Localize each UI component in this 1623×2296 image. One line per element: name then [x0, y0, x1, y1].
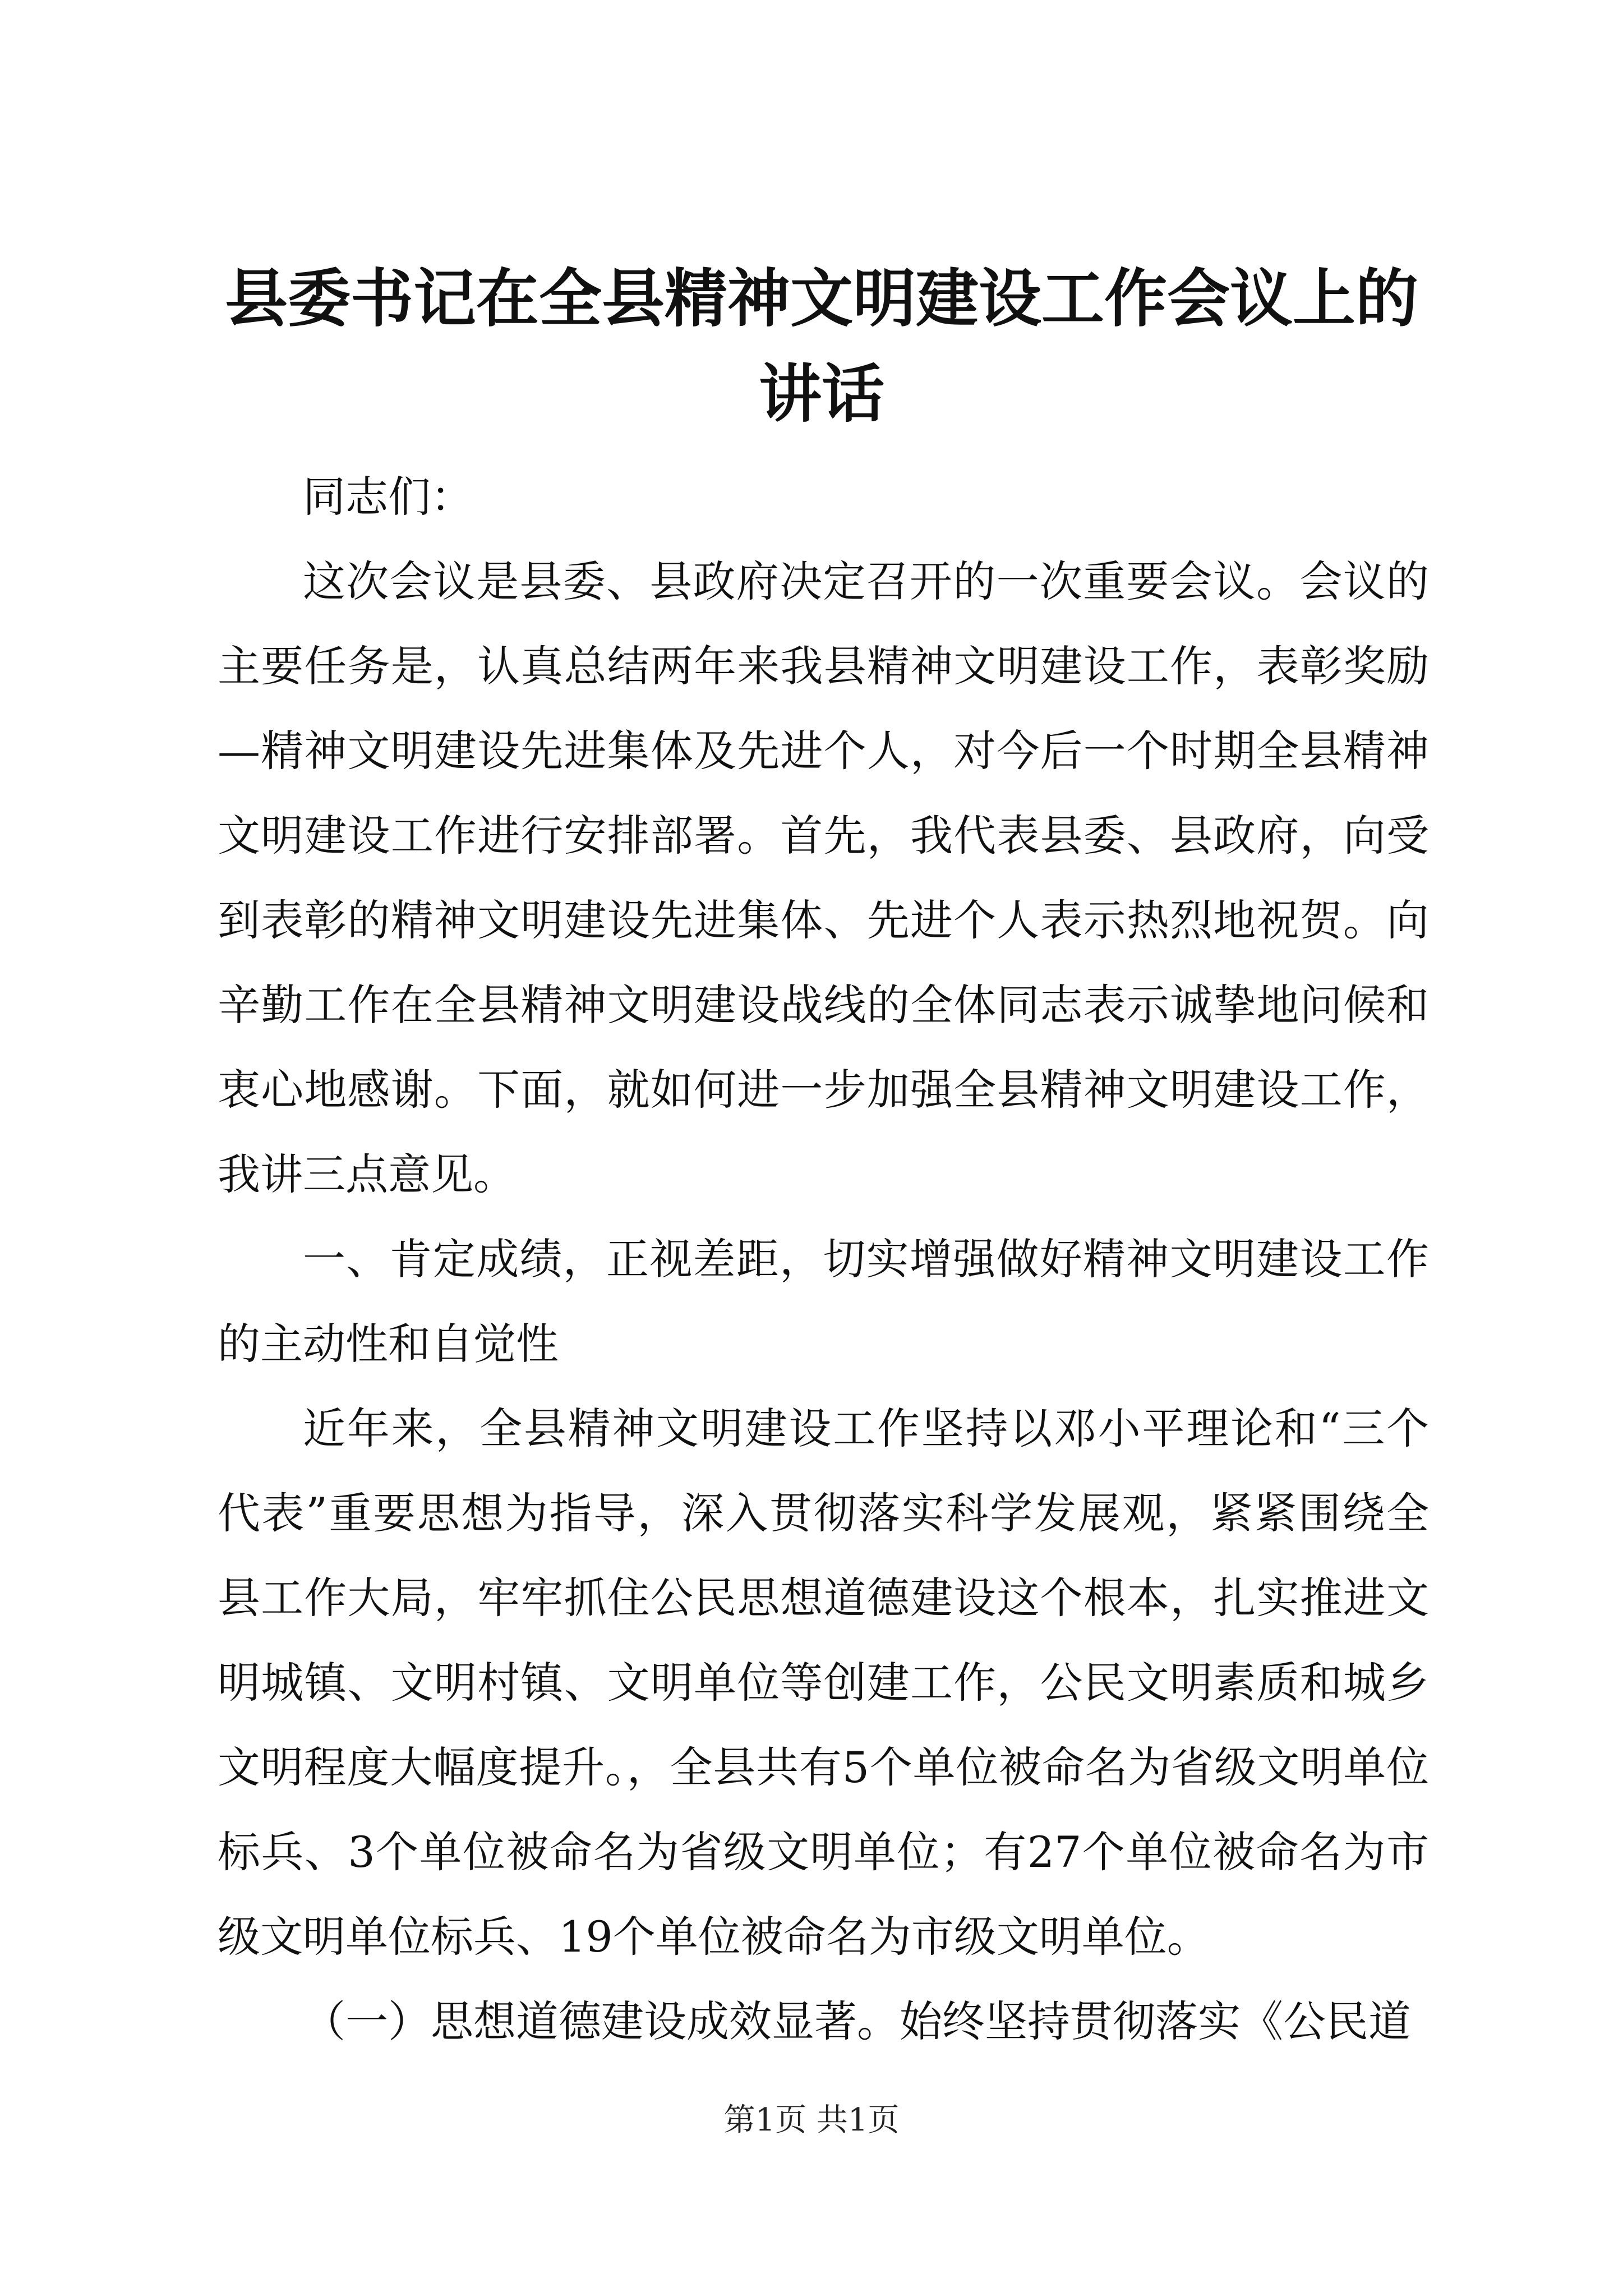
body-paragraph-achievements: 近年来，全县精神文明建设工作坚持以邓小平理论和“三个代表”重要思想为指导，深入贯彻落实科学发展观，紧紧围绕全县工作大局，牢牢抓住公民思想道德建设这个根本，扎实推进文明城镇、文明村镇、文明单位等创建工作，公民文明素质和城乡文明程度大幅度提升。，全县共有5个单位被命名为省级文明单位标兵、3个单位被命名为省级文明单位；有27个单位被命名为市级文明单位标兵、19个单位被命名为市级文明单位。	[218, 1404, 1429, 1962]
body-paragraph-intro: 这次会议是县委、县政府决定召开的一次重要会议。会议的主要任务是，认真总结两年来我县精神文明建设工作，表彰奖励—精神文明建设先进集体及先进个人，对今后一个时期全县精神文明建设工作进行安排部署。首先，我代表县委、县政府，向受到表彰的精神文明建设先进集体、先进个人表示热烈地祝贺。向辛勤工作在全县精神文明建设战线的全体同志表示诚挚地问候和衷心地感谢。下面，就如何进一步加强全县精神文明建设工作，我讲三点意见。	[218, 556, 1429, 1199]
subsection-heading-one: （一）思想道德建设成效显著。始终坚持贯彻落实《公民道	[303, 1996, 1411, 2046]
section-heading-one: 一、肯定成绩，正视差距，切实增强做好精神文明建设工作的主动性和自觉性	[218, 1234, 1429, 1369]
document-title: 县委书记在全县精神文明建设工作会议上的讲话	[225, 262, 1418, 431]
page-footer: 第1页 共1页	[723, 2102, 900, 2138]
document-body	[218, 454, 1429, 2064]
salutation-paragraph: 同志们：	[303, 472, 473, 522]
